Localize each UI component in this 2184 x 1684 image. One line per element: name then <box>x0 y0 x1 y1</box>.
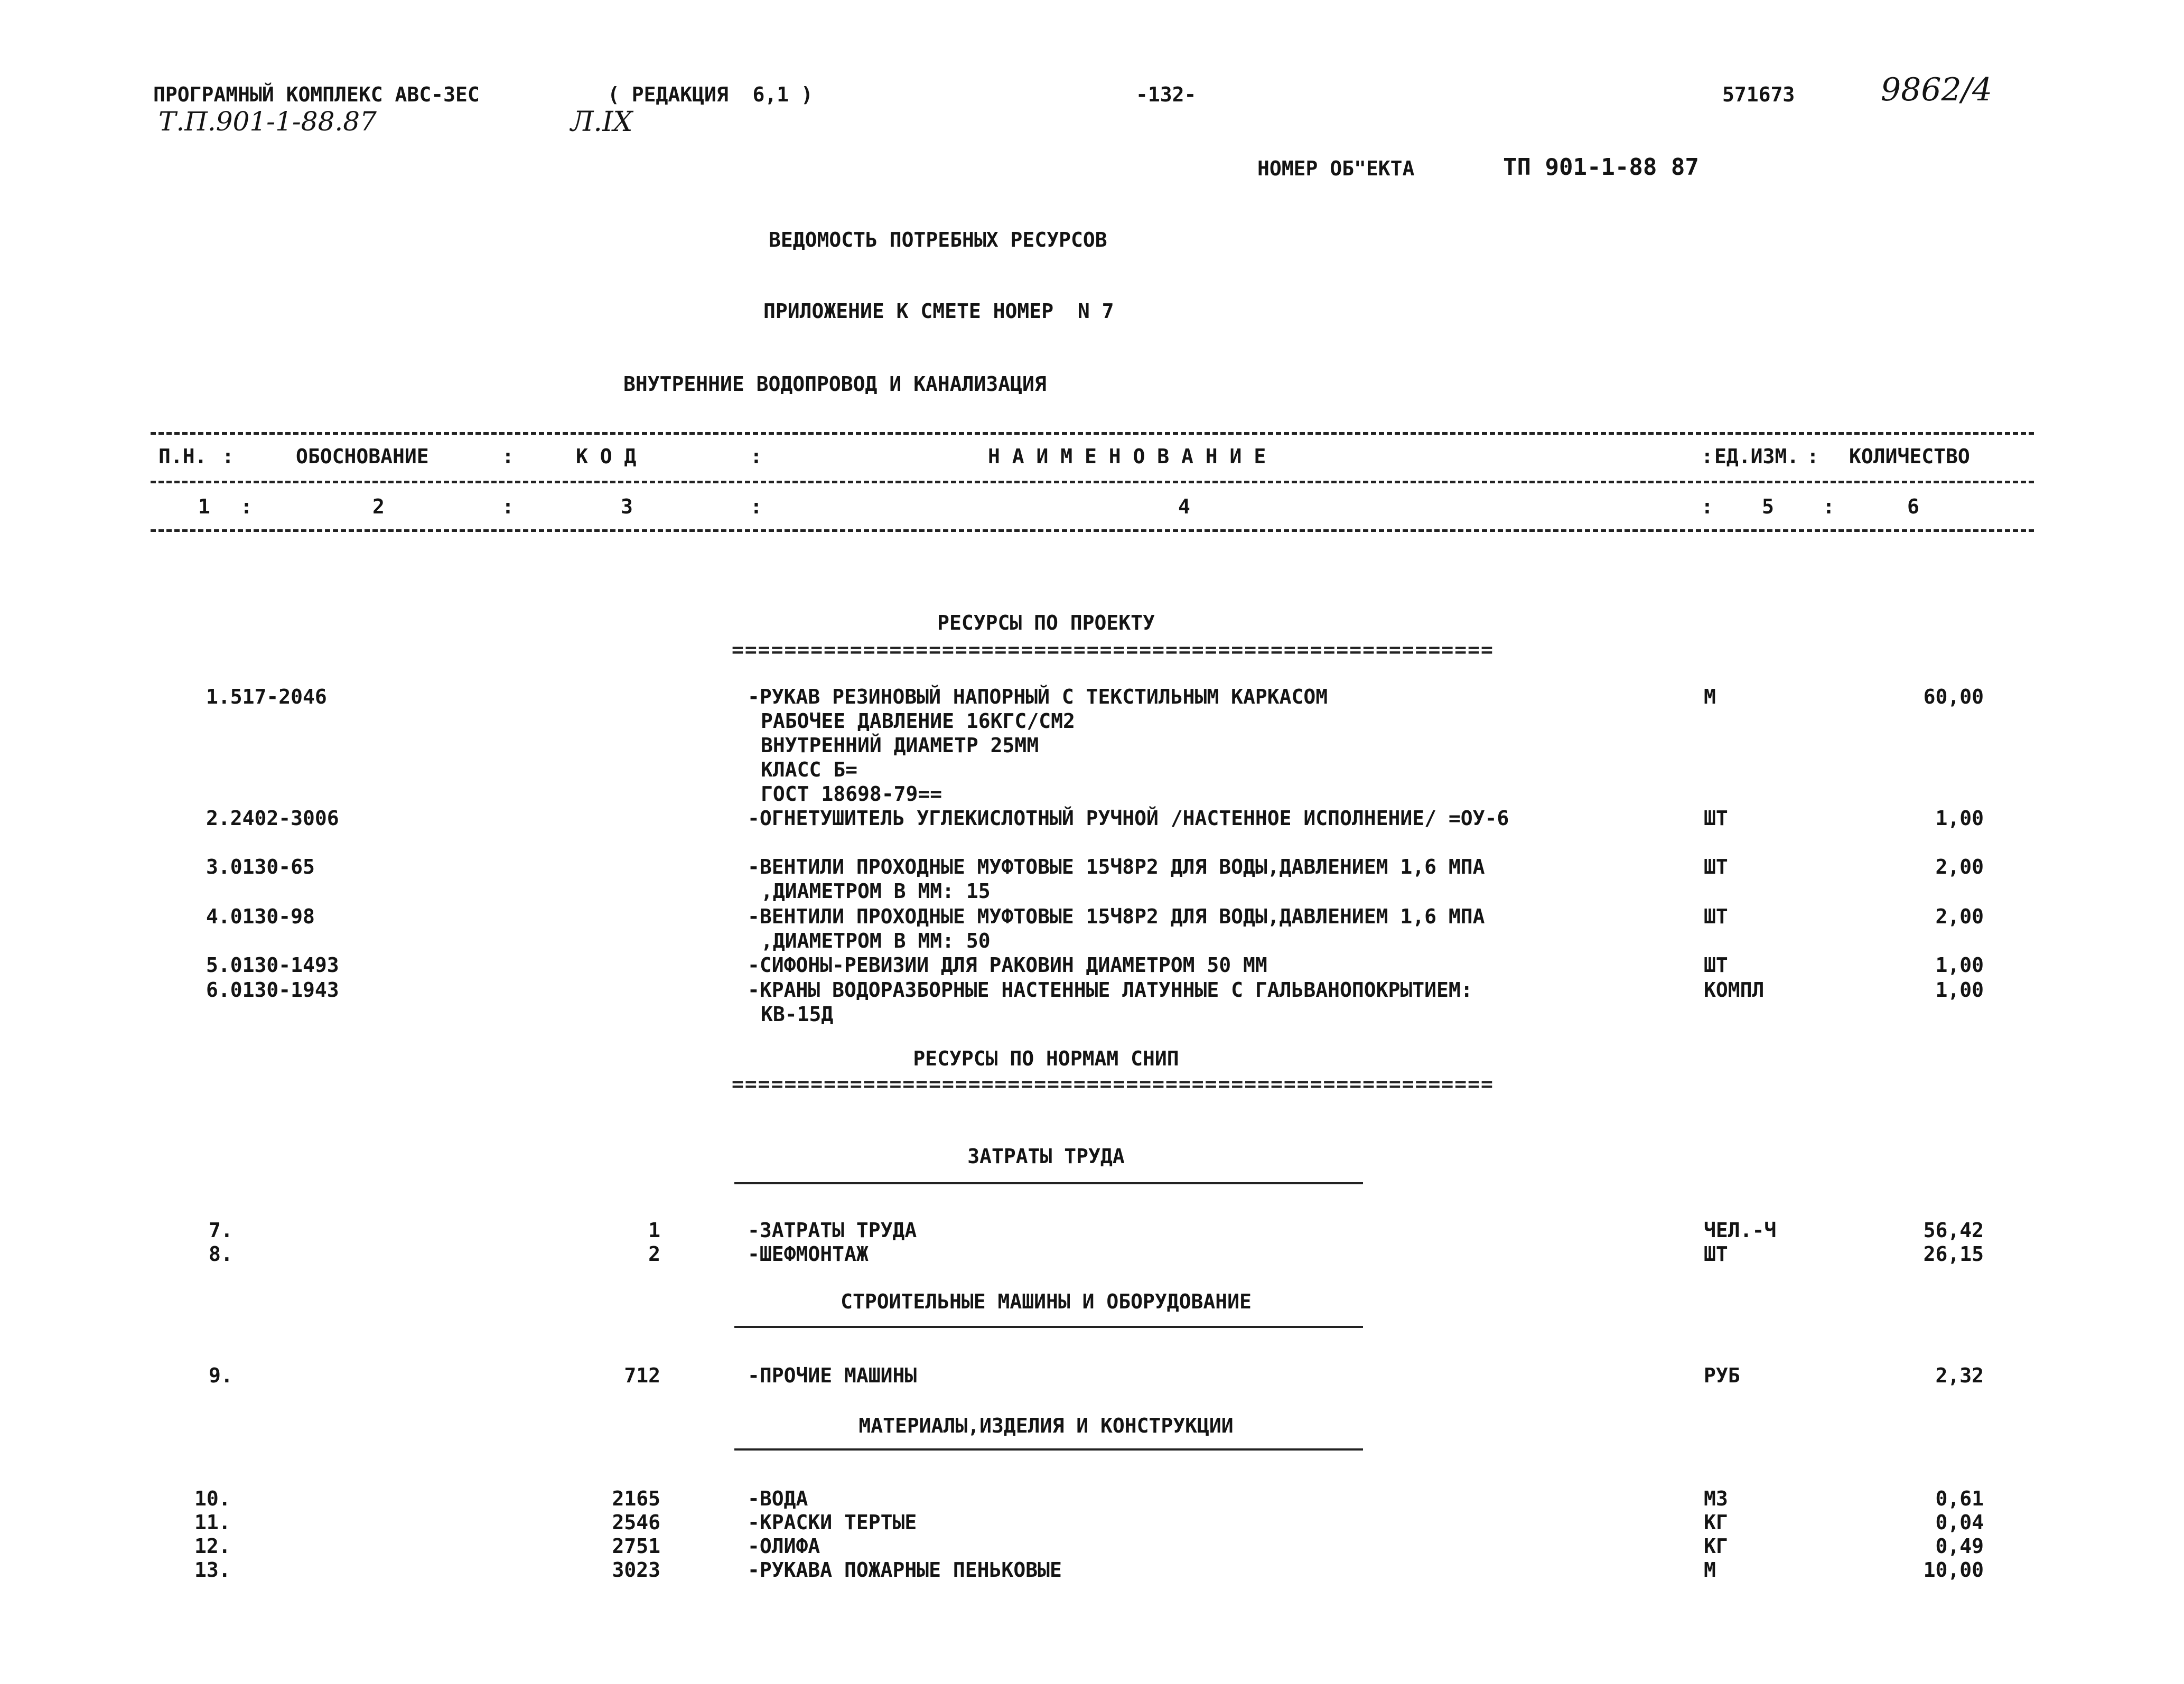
row-name: -КРАНЫ ВОДОРАЗБОРНЫЕ НАСТЕННЫЕ ЛАТУННЫЕ С ГАЛЬВАНОПОКРЫТИЕМ: <box>748 978 1473 1002</box>
row-unit: М <box>1704 685 1716 708</box>
row-number: 5.0130-1493 <box>206 953 339 977</box>
row-unit: ЧЕЛ.-Ч <box>1704 1219 1777 1242</box>
row-unit: ШТ <box>1704 1242 1728 1266</box>
header-rule-bottom <box>151 529 2034 532</box>
section-underline-snip: ========================================================== <box>732 1072 1494 1096</box>
row-quantity: 1,00 <box>1935 978 1984 1002</box>
row-unit: М3 <box>1704 1487 1728 1510</box>
row-name: -СИФОНЫ-РЕВИЗИИ ДЛЯ РАКОВИН ДИАМЕТРОМ 50 ММ <box>748 953 1267 977</box>
row-name: -ОГНЕТУШИТЕЛЬ УГЛЕКИСЛОТНЫЙ РУЧНОЙ /НАСТЕННОЕ ИСПОЛНЕНИЕ/ =ОУ-6 <box>748 807 1509 830</box>
row-code: 1 <box>648 1219 660 1242</box>
row-quantity: 2,00 <box>1935 855 1984 878</box>
object-label: НОМЕР ОБ"ЕКТА <box>1257 157 1415 180</box>
row-unit: КОМПЛ <box>1704 978 1765 1002</box>
col-header-basis: ОБОСНОВАНИЕ <box>296 445 429 468</box>
row-unit: ШТ <box>1704 905 1728 928</box>
row-name: -РУКАВ РЕЗИНОВЫЙ НАПОРНЫЙ С ТЕКСТИЛЬНЫМ КАРКАСОМ <box>748 685 1328 708</box>
row-code: 2751 <box>612 1535 660 1558</box>
section-underline-materials <box>734 1448 1363 1451</box>
row-number: 2.2402-3006 <box>206 807 339 830</box>
row-code: 712 <box>624 1364 660 1387</box>
row-number: 1.517-2046 <box>206 685 327 708</box>
section-underline-project: ========================================================== <box>732 638 1494 661</box>
row-name-line: ,ДИАМЕТРОМ В ММ: 15 <box>761 880 991 903</box>
row-code: 3023 <box>612 1558 660 1582</box>
row-unit: ШТ <box>1704 953 1728 977</box>
row-unit: КГ <box>1704 1535 1728 1558</box>
handwritten-number: 9862/4 <box>1881 71 1993 108</box>
col-header-num: П.Н. <box>158 445 207 468</box>
row-name-line: ВНУТРЕННИЙ ДИАМЕТР 25ММ <box>761 734 1039 757</box>
row-name-line: КЛАСС Б= <box>761 758 858 781</box>
header-rule-mid <box>151 481 2034 483</box>
row-quantity: 0,04 <box>1935 1511 1984 1534</box>
row-number: 7. <box>209 1219 233 1242</box>
row-name: -РУКАВА ПОЖАРНЫЕ ПЕНЬКОВЫЕ <box>748 1558 1062 1582</box>
row-quantity: 2,00 <box>1935 905 1984 928</box>
section-title-snip: РЕСУРСЫ ПО НОРМАМ СНИП <box>913 1047 1179 1070</box>
row-name: -ОЛИФА <box>748 1535 820 1558</box>
row-unit: КГ <box>1704 1511 1728 1534</box>
col-header-quantity: КОЛИЧЕСТВО <box>1849 445 1970 468</box>
row-quantity: 26,15 <box>1923 1242 1984 1266</box>
section-underline-machines <box>734 1326 1363 1328</box>
col-header-name: Н А И М Е Н О В А Н И Е <box>988 445 1266 468</box>
row-quantity: 60,00 <box>1923 685 1984 708</box>
section-title-project: РЕСУРСЫ ПО ПРОЕКТУ <box>937 611 1155 634</box>
row-code: 2 <box>648 1242 660 1266</box>
row-number: 13. <box>194 1558 231 1582</box>
row-unit: РУБ <box>1704 1364 1740 1387</box>
subject-title: ВНУТРЕННИЕ ВОДОПРОВОД И КАНАЛИЗАЦИЯ <box>623 372 1047 396</box>
section-title-machines: СТРОИТЕЛЬНЫЕ МАШИНЫ И ОБОРУДОВАНИЕ <box>841 1290 1252 1313</box>
row-name-line: РАБОЧЕЕ ДАВЛЕНИЕ 16КГС/СМ2 <box>761 709 1075 733</box>
row-quantity: 10,00 <box>1923 1558 1984 1582</box>
col-header-code: К О Д <box>576 445 637 468</box>
row-number: 3.0130-65 <box>206 855 315 878</box>
object-value: ТП 901-1-88 87 <box>1503 154 1699 181</box>
handwritten-project: Т.П.901-1-88.87 <box>158 106 377 137</box>
col-header-unit: ЕД.ИЗМ. <box>1714 445 1799 468</box>
row-unit: М <box>1704 1558 1716 1582</box>
section-underline-labor <box>734 1182 1363 1184</box>
row-quantity: 2,32 <box>1935 1364 1984 1387</box>
row-unit: ШТ <box>1704 807 1728 830</box>
header-rule-top <box>151 432 2034 435</box>
section-title-materials: МАТЕРИАЛЫ,ИЗДЕЛИЯ И КОНСТРУКЦИИ <box>858 1414 1234 1437</box>
row-quantity: 0,61 <box>1935 1487 1984 1510</box>
row-name-line: ,ДИАМЕТРОМ В ММ: 50 <box>761 929 991 952</box>
row-name: -ШЕФМОНТАЖ <box>748 1242 869 1266</box>
row-name: -ВЕНТИЛИ ПРОХОДНЫЕ МУФТОВЫЕ 15Ч8Р2 ДЛЯ ВОДЫ,ДАВЛЕНИЕМ 1,6 МПА <box>748 855 1485 878</box>
row-unit: ШТ <box>1704 855 1728 878</box>
row-name: -ЗАТРАТЫ ТРУДА <box>748 1219 917 1242</box>
row-code: 2165 <box>612 1487 660 1510</box>
row-name-line: ГОСТ 18698-79== <box>761 782 942 806</box>
row-name-line: КВ-15Д <box>761 1003 834 1026</box>
row-number: 6.0130-1943 <box>206 978 339 1002</box>
row-quantity: 0,49 <box>1935 1535 1984 1558</box>
row-code: 2546 <box>612 1511 660 1534</box>
program-edition: ( РЕДАКЦИЯ 6,1 ) <box>608 83 813 106</box>
row-number: 11. <box>194 1511 231 1534</box>
row-quantity: 1,00 <box>1935 807 1984 830</box>
row-quantity: 1,00 <box>1935 953 1984 977</box>
appendix-title: ПРИЛОЖЕНИЕ К СМЕТЕ НОМЕР N 7 <box>763 300 1114 323</box>
document-title: ВЕДОМОСТЬ ПОТРЕБНЫХ РЕСУРСОВ <box>769 228 1107 251</box>
row-number: 4.0130-98 <box>206 905 315 928</box>
row-name: -КРАСКИ ТЕРТЫЕ <box>748 1511 917 1534</box>
row-number: 9. <box>209 1364 233 1387</box>
handwritten-sheet: Л.IX <box>571 106 633 138</box>
section-title-labor: ЗАТРАТЫ ТРУДА <box>967 1145 1125 1168</box>
program-name: ПРОГРАМНЫЙ КОМПЛЕКС АВС-ЗЕС <box>153 83 480 106</box>
row-number: 12. <box>194 1535 231 1558</box>
row-quantity: 56,42 <box>1923 1219 1984 1242</box>
row-name: -ВОДА <box>748 1487 808 1510</box>
row-number: 10. <box>194 1487 231 1510</box>
page-number: -132- <box>1136 83 1197 106</box>
document-code: 571673 <box>1722 83 1795 106</box>
row-number: 8. <box>209 1242 233 1266</box>
row-name: -ПРОЧИЕ МАШИНЫ <box>748 1364 917 1387</box>
row-name: -ВЕНТИЛИ ПРОХОДНЫЕ МУФТОВЫЕ 15Ч8Р2 ДЛЯ ВОДЫ,ДАВЛЕНИЕМ 1,6 МПА <box>748 905 1485 928</box>
